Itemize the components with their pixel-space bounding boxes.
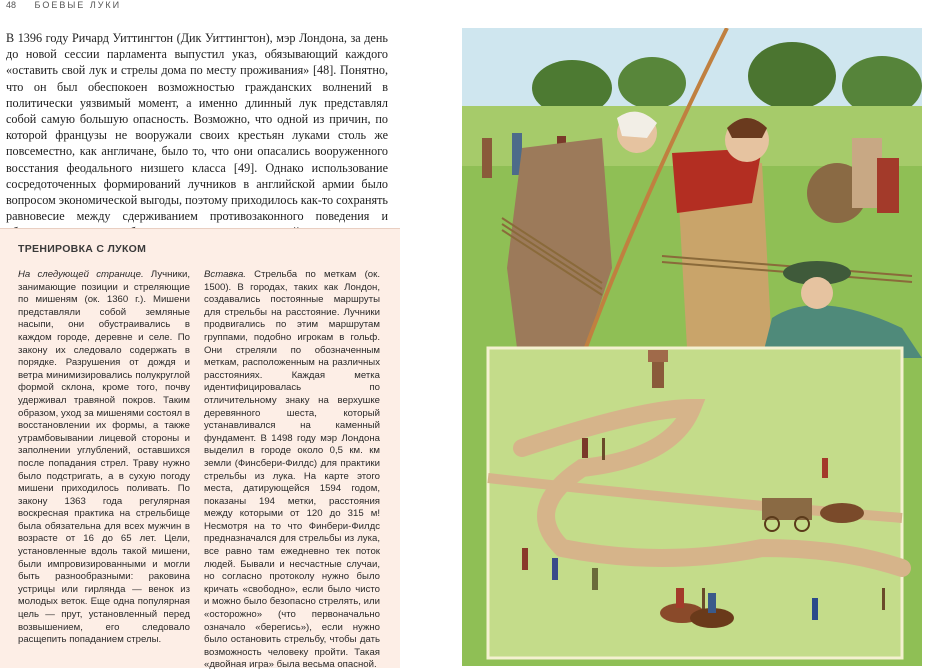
illustration-art	[462, 28, 922, 666]
section-title: БОЕВЫЕ ЛУКИ	[34, 0, 122, 10]
sidebar-column-right	[204, 269, 380, 672]
running-header	[6, 0, 121, 12]
caption-lead: На следующей странице.	[18, 269, 144, 280]
caption-text: Лучники, занимающие позиции и стреляющие по мишеням (ок. 1360 г.). Мишени представляли собой земляные насыпи, они обустраивались в каждом городе, деревне и селе. По закону их следовало содержать в порядке. Разрушения от дождя и ветра минимизировались полукруглой формой склона, кроме того, почву удерживал травяной покров. Таким образом, уход за мишенями состоял в восстановлении их формы, а также утрамбовывании лицевой стороны и заполнении углублений, оставшихся после попадания стрел. Траву нужно было подстригать, а в сухую погоду мишени приходилось поливать. По закону 1363 года регулярная воскресная практика на стрельбище была обязательна для всех мужчин в возрасте от 16 до 65 лет. Цели, установленные вдоль такой мишени, были импровизированными и могли быть разнообразными: раковина устрицы или гирлянда — венок из молодых веток. Еще одна популярная цель — прут, установленный перед возвышением, его следовало расщепить попаданием стрелы.	[18, 269, 190, 646]
caption-text: Стрельба по меткам (ок. 1500). В городах, таких как Лондон, создавались постоянные маршруты для стрельбы на расстояние. Лучники продвигались по этим маршрутам группами, подобно игрокам в гольф. Они стреляли по обозначенным меткам, расположенным на различных расстояниях. Каждая метка идентифицировалась по отличительному знаку на верхушке деревянного шеста, который устанавливался на каменный фундамент. В 1498 году мэр Лондона выделил в городе около 0,5 км. км земли (Финсбери-Филдс) для практики стрельбы из лука. На карте этого места, датирующейся 1594 годом, показаны 194 метки, расстояния между которыми от 120 до 315 м! Несмотря на то что Финбери-Филдс предназначался для стрельбы из лука, все равно там ежедневно тек поток людей. Бывали и несчастные случаи, но согласно протоколу нужно было кричать «свободно», если было чисто и можно было безопасно стрелять, или «осторожно» (что первоначально означало «берегись»), если нужно было остановить стрельбу, чтобы дать возможность человеку пройти. Такая «двойная игра» была весьма опасной.	[204, 269, 380, 671]
page-number: 48	[6, 0, 17, 10]
sidebar-box	[0, 228, 400, 671]
caption-lead: Вставка.	[204, 269, 246, 280]
sidebar-column-left	[18, 269, 190, 647]
tree	[748, 42, 836, 110]
tree	[618, 57, 686, 109]
inset-map	[488, 348, 902, 658]
archery-illustration	[462, 28, 922, 666]
sidebar-title: ТРЕНИРОВКА С ЛУКОМ	[18, 243, 147, 255]
main-paragraph: В 1396 году Ричард Уиттингтон (Дик Уиттингтон), мэр Лондона, за день до новой сессии парламента выпустил указ, обязывающий каждого «оставить свой лук и стрелы дома по месту проживания» [48]. Понятно, что он был обеспокоен возможностью гражданских волнений в политически уязвимый момент, а именно длинный лук представлял собой самую большую опасность. Возможно, что одной из причин, по которой французы не вооружали своих крестьян луками столь же повсеместно, как англичане, было то, что они опасались вооруженного восстания феодального низшего класса [49]. Однако использование сосредоточенных формирований лучников в английской армии было вопросом экономической выгоды, поэтому приходилось как-то сохранять равновесие между сдерживанием противозаконного поведения и	[6, 31, 388, 224]
archer-right	[672, 118, 772, 348]
